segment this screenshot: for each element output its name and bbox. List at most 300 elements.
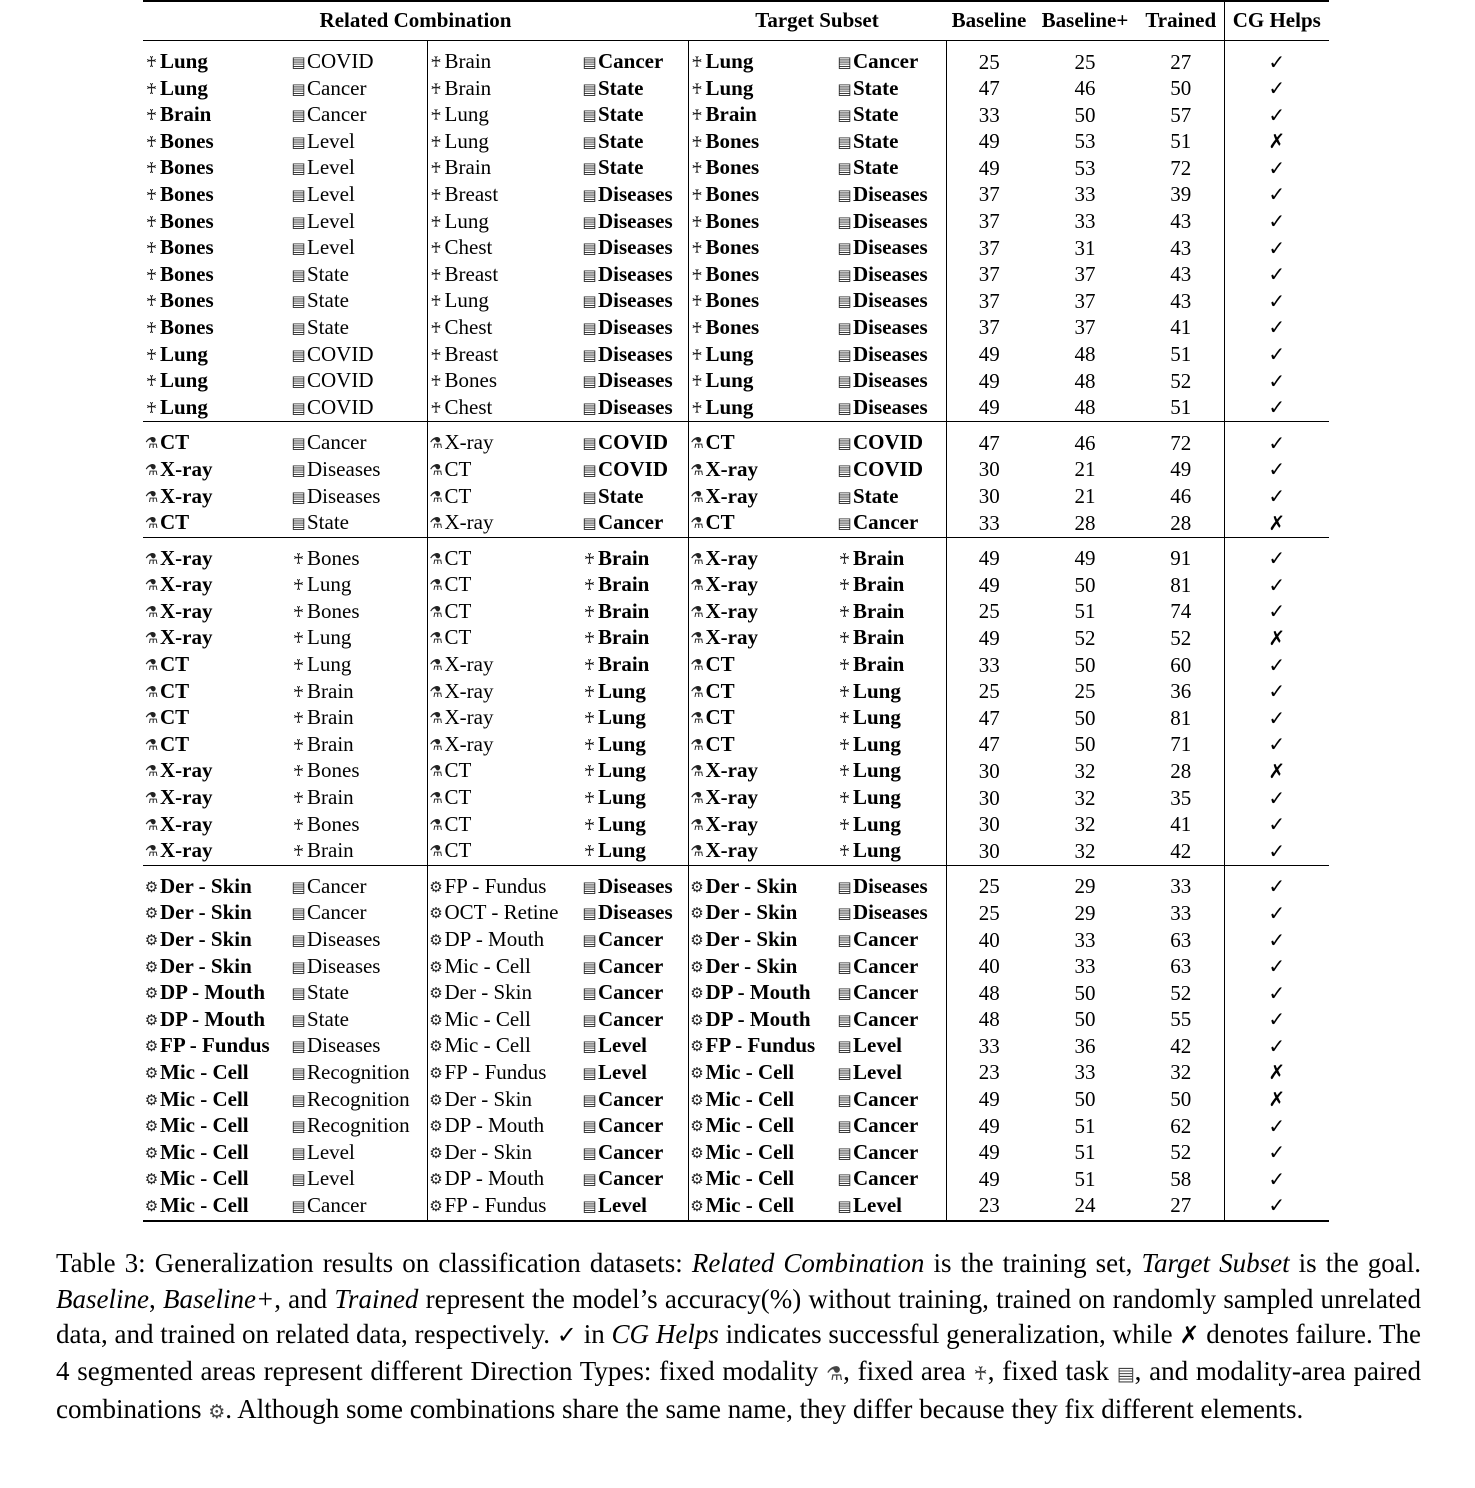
baseline-plus-value: 50 [1074, 980, 1096, 1005]
table-cell [836, 838, 946, 865]
clipboard-icon: ▤ [582, 460, 597, 479]
table-cell [836, 76, 946, 103]
microscope-icon: ⚗ [144, 434, 159, 453]
cell-label: Level [307, 1166, 355, 1191]
cell-label: DP - Mouth [444, 1166, 545, 1191]
table-cell [581, 1060, 688, 1087]
clipboard-icon: ▤ [291, 132, 306, 151]
table-cell [836, 1060, 946, 1087]
table-cell [836, 1113, 946, 1140]
cg-helps-mark: ✓ [1224, 1033, 1329, 1060]
modality-area-icon: ⚙ [144, 1090, 159, 1109]
baseline-plus-value: 25 [1074, 679, 1096, 704]
cell-label: Lung [160, 75, 208, 100]
anatomy-figure-icon: ♰ [292, 656, 305, 675]
table-cell [836, 537, 946, 572]
clipboard-icon: ▤ [837, 877, 852, 896]
table-cell [581, 1033, 688, 1060]
table-row [143, 235, 1329, 262]
table-cell [581, 262, 688, 289]
modality-area-icon: ⚙ [690, 904, 704, 923]
trained-value: 50 [1170, 1087, 1192, 1112]
trained-value: 43 [1170, 262, 1192, 287]
cell-label: X-ray [160, 545, 213, 570]
microscope-icon: ⚗ [144, 789, 159, 808]
table-cell [290, 900, 427, 927]
table-cell [427, 865, 581, 900]
table-cell [688, 1033, 836, 1060]
table-row [143, 652, 1329, 679]
table-cell [836, 262, 946, 289]
clipboard-icon: ▤ [837, 931, 852, 949]
table-cell [836, 457, 946, 484]
table-cell [836, 510, 946, 537]
caption-text: represent the model’s accuracy(%) without training, trained on randomly sampled unrelated data, and trained on related data, respectively. [56, 1283, 1422, 1350]
trained-value: 52 [1170, 625, 1192, 650]
microscope-icon: ⚗ [429, 434, 443, 453]
table-cell [581, 1140, 688, 1167]
cell-label: State [598, 128, 644, 153]
baseline-value: 37 [946, 288, 1032, 315]
table-cell [581, 182, 688, 209]
trained-value: 49 [1170, 457, 1192, 482]
cell-label: Diseases [853, 288, 928, 313]
anatomy-figure-icon: ♰ [691, 239, 703, 258]
anatomy-figure-icon: ♰ [292, 735, 305, 754]
cell-label: Cancer [853, 49, 919, 73]
clipboard-icon: ▤ [291, 931, 306, 949]
anatomy-figure-icon: ♰ [838, 842, 851, 861]
table-cell [688, 599, 836, 626]
cell-label: Mic - Cell [160, 1059, 249, 1084]
table-cell [836, 395, 946, 422]
cell-label: Lung [853, 731, 901, 756]
anatomy-figure-icon: ♰ [145, 79, 158, 98]
table-cell [427, 599, 581, 626]
clipboard-icon: ▤ [837, 292, 852, 311]
cell-label: Chest [444, 394, 493, 419]
table-cell [427, 679, 581, 706]
cell-label: Lung [598, 705, 646, 730]
modality-area-icon: ⚙ [144, 1063, 159, 1082]
cell-label: State [307, 261, 349, 286]
clipboard-icon: ▤ [291, 318, 306, 337]
baseline-value: 30 [946, 484, 1032, 511]
cell-label: Mic - Cell [705, 1192, 795, 1217]
cell-label: Cancer [598, 1086, 664, 1111]
cell-label: Cancer [598, 49, 664, 73]
baseline-value: 37 [946, 209, 1032, 236]
baseline-plus-value: 49 [1032, 537, 1138, 572]
cell-label: Brain [307, 785, 354, 810]
table-cell [688, 1113, 836, 1140]
table-cell [427, 954, 581, 981]
table-cell [688, 652, 836, 679]
microscope-icon: ⚗ [144, 815, 159, 834]
clipboard-icon: ▤ [582, 265, 597, 284]
anatomy-figure-icon: ♰ [691, 372, 703, 391]
cell-label: Lung [705, 394, 754, 419]
clipboard-icon: ▤ [291, 106, 306, 125]
cell-label: CT [160, 678, 190, 703]
cell-label: Diseases [598, 394, 673, 419]
table-cell [143, 457, 290, 484]
cell-label: X-ray [705, 483, 758, 508]
table-cell [290, 812, 427, 839]
microscope-icon: ⚗ [690, 514, 704, 533]
clipboard-icon: ▤ [837, 904, 852, 923]
anatomy-figure-icon: ♰ [430, 318, 442, 337]
table-cell [143, 129, 290, 156]
anatomy-figure-icon: ♰ [145, 292, 158, 311]
trained-value: 36 [1170, 679, 1192, 704]
table-cell [143, 980, 290, 1007]
trained-value: 43 [1170, 288, 1192, 313]
cell-label: Diseases [853, 314, 928, 339]
anatomy-figure-icon: ♰ [292, 762, 305, 781]
trained-value: 91 [1138, 537, 1224, 572]
cell-label: State [598, 483, 644, 508]
anatomy-figure-icon: ♰ [583, 602, 596, 621]
cell-label: Cancer [307, 430, 367, 455]
table-cell [290, 1140, 427, 1167]
baseline-value: 25 [946, 679, 1032, 706]
cell-label: Lung [705, 49, 754, 73]
clipboard-icon: ▤ [291, 434, 306, 453]
clipboard-icon: ▤ [291, 345, 306, 364]
clipboard-icon: ▤ [837, 1037, 852, 1056]
clipboard-icon: ▤ [291, 877, 306, 896]
anatomy-figure-icon: ♰ [292, 789, 305, 808]
cell-label: COVID [307, 341, 374, 366]
cell-label: Lung [444, 288, 489, 313]
caption-text: , fixed task [987, 1355, 1117, 1386]
cell-label: Cancer [307, 873, 367, 898]
cell-label: DP - Mouth [705, 980, 811, 1005]
cell-label: FP - Fundus [705, 1033, 816, 1058]
microscope-icon: ⚗ [144, 602, 159, 621]
table-cell [688, 395, 836, 422]
cg-helps-mark: ✓ [1224, 457, 1329, 484]
table-cell [688, 1060, 836, 1087]
cell-label: COVID [307, 394, 374, 419]
table-cell [836, 235, 946, 262]
table-row [143, 155, 1329, 182]
table-cell [290, 457, 427, 484]
anatomy-figure-icon: ♰ [691, 132, 703, 151]
cell-label: X-ray [705, 598, 758, 623]
cell-label: Level [853, 1059, 902, 1084]
anatomy-figure-icon: ♰ [838, 629, 851, 648]
table-cell [688, 102, 836, 129]
table-row [143, 758, 1329, 785]
anatomy-figure-icon: ♰ [583, 762, 596, 781]
cell-label: Brain [444, 49, 492, 73]
clipboard-icon: ▤ [582, 904, 597, 923]
cell-label: Brain [598, 545, 650, 570]
anatomy-figure-icon: ♰ [838, 709, 851, 728]
baseline-plus-value: 32 [1074, 758, 1096, 783]
microscope-icon: ⚗ [690, 682, 704, 701]
cell-label: CT [444, 456, 472, 481]
baseline-plus-value: 53 [1074, 129, 1096, 154]
clipboard-icon: ▤ [837, 514, 852, 533]
clipboard-icon: ▤ [582, 984, 597, 1003]
cell-label: Cancer [853, 1113, 919, 1138]
cell-label: State [307, 288, 349, 313]
table-cell [427, 315, 581, 342]
cell-label: Cancer [598, 1113, 664, 1138]
modality-area-icon: ⚙ [429, 904, 443, 923]
cell-label: FP - Fundus [444, 873, 547, 898]
anatomy-figure-icon: ♰ [430, 159, 442, 178]
cg-helps-mark: ✗ [1224, 1087, 1329, 1114]
table-cell [290, 41, 427, 76]
cell-label: X-ray [160, 838, 213, 863]
baseline-plus-value: 51 [1074, 1113, 1096, 1138]
cell-label: Der - Skin [160, 927, 252, 951]
cg-helps-mark: ✗ [1224, 625, 1329, 652]
table-cell [836, 865, 946, 900]
baseline-plus-value: 37 [1074, 315, 1096, 340]
clipboard-icon: ▤ [837, 132, 852, 151]
clipboard-icon: ▤ [582, 1037, 597, 1056]
anatomy-figure-icon: ♰ [430, 398, 442, 417]
table-cell [688, 510, 836, 537]
table-cell [581, 732, 688, 759]
clipboard-icon: ▤ [291, 487, 306, 506]
cell-label: Mic - Cell [444, 1006, 531, 1031]
table-cell [290, 1060, 427, 1087]
clipboard-icon: ▤ [837, 106, 852, 125]
caption-target-term: Target Subset [1141, 1248, 1290, 1278]
baseline-value: 30 [946, 457, 1032, 484]
cg-helps-mark: ✓ [1224, 209, 1329, 236]
clipboard-icon: ▤ [291, 1117, 306, 1136]
table-cell [143, 182, 290, 209]
table-cell [290, 422, 427, 457]
modality-area-icon: ⚙ [429, 984, 443, 1003]
table-cell [581, 785, 688, 812]
baseline-value: 49 [946, 1087, 1032, 1114]
cell-label: FP - Fundus [444, 1059, 547, 1084]
cg-helps-mark: ✓ [1224, 1166, 1329, 1193]
table-cell [836, 679, 946, 706]
clipboard-icon: ▤ [291, 1090, 306, 1109]
anatomy-figure-icon: ♰ [145, 185, 158, 204]
cell-label: DP - Mouth [160, 1006, 265, 1031]
trained-value: 28 [1170, 758, 1192, 783]
anatomy-figure-icon: ♰ [145, 239, 158, 258]
cell-label: State [853, 128, 899, 153]
clipboard-icon: ▤ [582, 132, 597, 151]
anatomy-figure-icon: ♰ [583, 549, 596, 568]
table-cell [581, 288, 688, 315]
caption-related-term: Related Combination [691, 1248, 925, 1278]
clipboard-icon: ▤ [291, 1170, 306, 1189]
cg-helps-mark: ✓ [1224, 102, 1329, 129]
cell-label: Bones [705, 288, 760, 313]
table-row [143, 262, 1329, 289]
trained-value: 41 [1170, 315, 1192, 340]
clipboard-icon: ▤ [582, 1090, 597, 1109]
table-cell [290, 572, 427, 599]
trained-value: 43 [1170, 235, 1192, 260]
cg-helps-mark: ✓ [1224, 262, 1329, 289]
table-cell [688, 262, 836, 289]
microscope-icon: ⚗ [429, 735, 443, 754]
baseline-value: 23 [946, 1060, 1032, 1087]
table-cell [143, 342, 290, 369]
baseline-value: 49 [946, 395, 1032, 422]
baseline-plus-value: 29 [1032, 865, 1138, 900]
table-cell [143, 812, 290, 839]
clipboard-icon: ▤ [837, 159, 852, 178]
clipboard-icon: ▤ [837, 265, 852, 284]
anatomy-figure-icon: ♰ [292, 709, 305, 728]
table-cell [143, 1007, 290, 1034]
table-cell [143, 705, 290, 732]
anatomy-figure-icon: ♰ [691, 265, 703, 284]
modality-area-icon: ⚙ [144, 904, 159, 923]
cell-label: State [853, 155, 899, 180]
table-row [143, 422, 1329, 457]
trained-value: 71 [1170, 732, 1192, 757]
table-cell [143, 1060, 290, 1087]
cell-label: Level [307, 235, 355, 260]
table-cell [427, 785, 581, 812]
microscope-icon: ⚗ [429, 842, 443, 861]
clipboard-icon: ▤ [582, 931, 597, 949]
baseline-plus-value: 46 [1032, 422, 1138, 457]
cell-label: Lung [853, 785, 901, 810]
table-row [143, 572, 1329, 599]
table-cell [836, 625, 946, 652]
baseline-plus-value: 33 [1074, 182, 1096, 207]
table-row [143, 395, 1329, 422]
table-cell [836, 927, 946, 954]
cell-label: X-ray [160, 572, 213, 597]
baseline-plus-value: 48 [1074, 368, 1096, 393]
cell-label: Cancer [853, 927, 919, 951]
table-cell [143, 732, 290, 759]
cell-label: Bones [160, 128, 214, 153]
table-cell [836, 1166, 946, 1193]
cell-label: Lung [444, 208, 489, 233]
cell-label: COVID [853, 456, 924, 481]
table-cell [427, 235, 581, 262]
trained-value: 51 [1170, 129, 1192, 154]
table-row [143, 1166, 1329, 1193]
cell-label: Diseases [598, 314, 673, 339]
baseline-plus-value: 37 [1074, 262, 1096, 287]
microscope-icon: ⚗ [429, 682, 443, 701]
cg-helps-mark: ✓ [1224, 679, 1329, 706]
table-cell [836, 785, 946, 812]
clipboard-icon: ▤ [837, 212, 852, 231]
cell-label: Brain [160, 102, 212, 127]
clipboard-icon: ▤ [582, 1117, 597, 1136]
table-cell [688, 235, 836, 262]
table-cell [688, 865, 836, 900]
cell-label: Level [853, 1033, 902, 1058]
table-cell [836, 652, 946, 679]
cell-label: Lung [598, 785, 646, 810]
cell-label: Diseases [598, 181, 673, 206]
microscope-icon: ⚗ [690, 434, 704, 453]
modality-area-icon: ⚙ [429, 1037, 443, 1056]
cell-label: X-ray [705, 811, 758, 836]
modality-area-icon: ⚙ [144, 877, 159, 896]
cg-helps-mark: ✓ [1224, 235, 1329, 262]
cell-label: CT [160, 652, 190, 677]
cell-label: Lung [705, 368, 754, 393]
cell-label: Lung [853, 758, 901, 783]
cell-label: Mic - Cell [705, 1086, 795, 1111]
cell-label: Level [307, 1139, 355, 1164]
table-cell [290, 537, 427, 572]
table-cell [581, 129, 688, 156]
clipboard-icon: ▤ [837, 460, 852, 479]
modality-area-icon: ⚙ [429, 1117, 443, 1136]
table-cell [581, 679, 688, 706]
table-cell [581, 1166, 688, 1193]
table-row [143, 679, 1329, 706]
anatomy-figure-icon: ♰ [691, 318, 703, 337]
cell-label: Cancer [598, 1006, 664, 1031]
table-row [143, 457, 1329, 484]
baseline-plus-value: 31 [1074, 235, 1096, 260]
table-cell [143, 41, 290, 76]
cell-label: COVID [307, 49, 374, 73]
cell-label: Brain [705, 102, 757, 127]
table-cell [143, 209, 290, 236]
cg-helps-mark: ✗ [1224, 129, 1329, 156]
cell-label: Chest [444, 235, 493, 260]
microscope-icon: ⚗ [690, 656, 704, 675]
table-cell [836, 422, 946, 457]
table-cell [427, 980, 581, 1007]
cell-label: Der - Skin [705, 953, 798, 978]
table-cell [836, 182, 946, 209]
cell-label: Der - Skin [444, 980, 532, 1005]
table-cell [427, 537, 581, 572]
table-row [143, 1007, 1329, 1034]
cell-label: OCT - Retine [444, 900, 559, 925]
table-cell [836, 732, 946, 759]
cell-label: DP - Mouth [160, 980, 265, 1005]
header-baseline: Baseline [946, 1, 1032, 41]
cell-label: CT [444, 811, 472, 836]
clipboard-icon: ▤ [291, 265, 306, 284]
clipboard-icon: ▤ [582, 434, 597, 453]
anatomy-figure-icon: ♰ [145, 345, 158, 364]
cg-helps-mark: ✓ [1224, 368, 1329, 395]
cell-label: Cancer [307, 102, 367, 127]
cg-helps-mark: ✗ [1224, 510, 1329, 537]
table-caption [56, 1246, 1421, 1431]
anatomy-figure-icon: ♰ [145, 53, 158, 71]
cell-label: CT [444, 785, 472, 810]
table-cell [290, 484, 427, 511]
table-cell [427, 1193, 581, 1221]
table-cell [290, 1166, 427, 1193]
cg-helps-mark: ✓ [1224, 315, 1329, 342]
cell-label: Cancer [598, 953, 664, 978]
table-cell [581, 1007, 688, 1034]
baseline-plus-value: 32 [1074, 785, 1096, 810]
microscope-icon: ⚗ [429, 602, 443, 621]
